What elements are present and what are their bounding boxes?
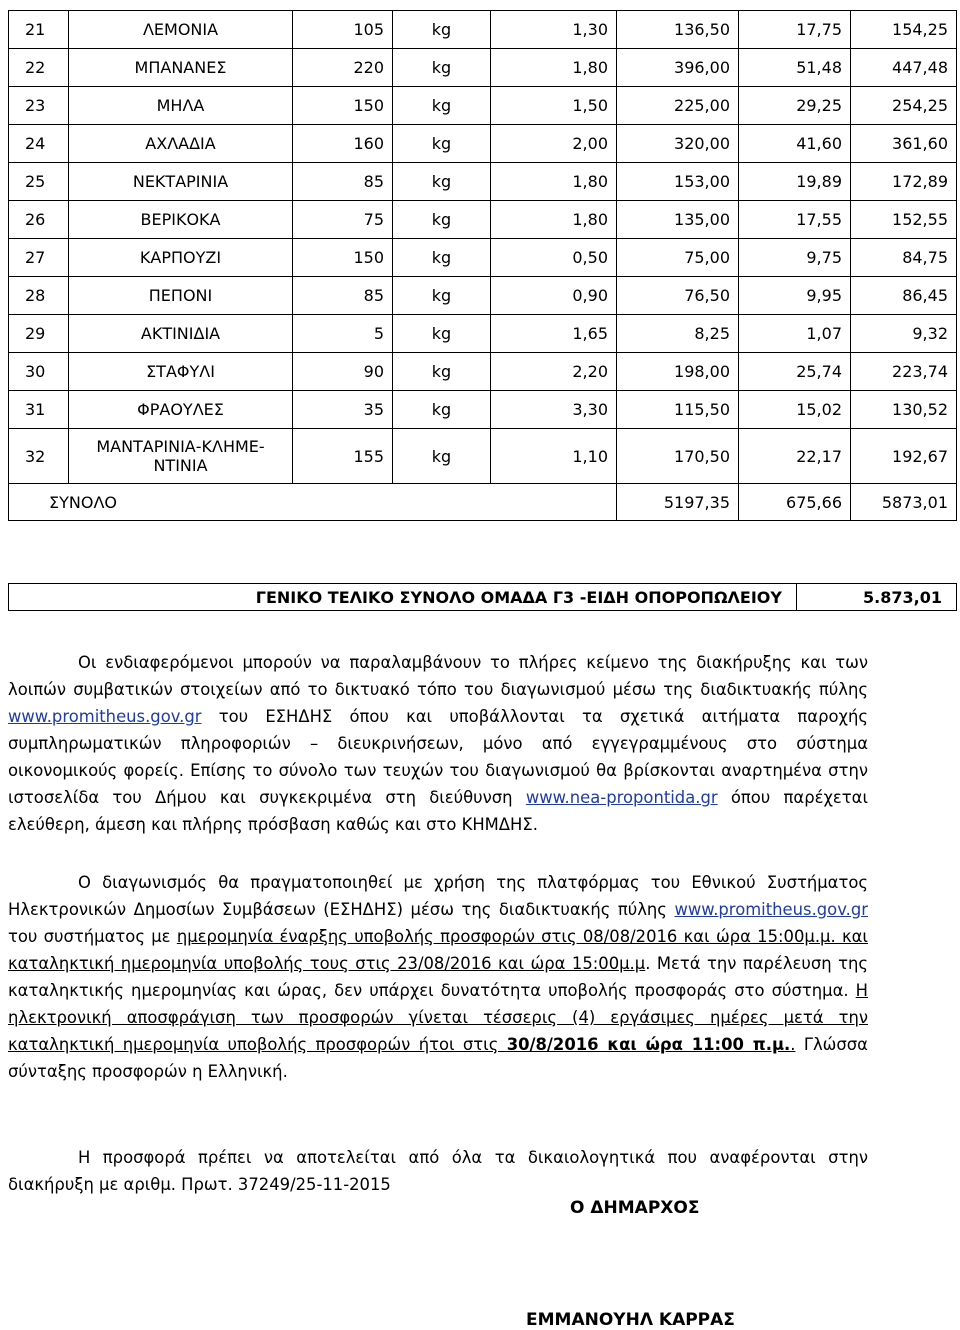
table-row xyxy=(9,353,957,391)
row-net: 198,00 xyxy=(617,353,739,391)
table-row xyxy=(9,239,957,277)
p2-dot: . xyxy=(790,1035,796,1054)
table-row xyxy=(9,429,957,484)
row-unit: kg xyxy=(393,201,491,239)
nea-propontida-link[interactable]: www.nea-propontida.gr xyxy=(525,788,718,807)
p2-text1: Ο διαγωνισμός θα πραγματοποιηθεί με χρήση της πλατφόρμας του Εθνικού Συστήματος Ηλεκτρονικών Δημοσίων Συμβάσεων (ΕΣΗΔΗΣ) μέσω της διαδικτυακής πύλης xyxy=(8,873,868,919)
table-row xyxy=(9,87,957,125)
row-vat: 19,89 xyxy=(739,163,851,201)
row-price: 1,80 xyxy=(491,201,617,239)
row-total: 9,32 xyxy=(851,315,957,353)
table-row xyxy=(9,163,957,201)
row-vat: 1,07 xyxy=(739,315,851,353)
table-row xyxy=(9,315,957,353)
row-number: 30 xyxy=(9,353,69,391)
row-total: 254,25 xyxy=(851,87,957,125)
row-name: ΜΗΛΑ xyxy=(69,87,293,125)
sum-vat: 675,66 xyxy=(739,484,851,521)
row-total: 361,60 xyxy=(851,125,957,163)
row-net: 136,50 xyxy=(617,11,739,49)
row-vat: 9,75 xyxy=(739,239,851,277)
row-vat: 29,25 xyxy=(739,87,851,125)
sum-net: 5197,35 xyxy=(617,484,739,521)
row-unit: kg xyxy=(393,125,491,163)
grand-total-table xyxy=(8,583,957,611)
row-qty: 5 xyxy=(293,315,393,353)
row-net: 115,50 xyxy=(617,391,739,429)
paragraph-documents xyxy=(8,649,868,838)
p2-dates: ημερομηνία έναρξης υποβολής προσφορών στις 08/08/2016 και ώρα 15:00μ.μ. και καταληκτική ημερομηνία υποβολής τους στις 23/08/2016 και ώρα 15:00μ.μ xyxy=(8,927,868,973)
sum-label: ΣΥΝΟΛΟ xyxy=(9,484,617,521)
row-qty: 85 xyxy=(293,277,393,315)
row-net: 135,00 xyxy=(617,201,739,239)
row-price: 1,30 xyxy=(491,11,617,49)
row-name-line1: ΜΑΝΤΑΡΙΝΙΑ-ΚΛΗΜΕ- xyxy=(96,437,265,456)
row-total: 130,52 xyxy=(851,391,957,429)
row-unit: kg xyxy=(393,239,491,277)
row-qty: 150 xyxy=(293,87,393,125)
row-vat: 17,75 xyxy=(739,11,851,49)
row-net: 75,00 xyxy=(617,239,739,277)
row-vat: 15,02 xyxy=(739,391,851,429)
paragraph-procedure xyxy=(8,869,868,1085)
sum-total: 5873,01 xyxy=(851,484,957,521)
row-price: 1,65 xyxy=(491,315,617,353)
row-vat: 41,60 xyxy=(739,125,851,163)
p2-opening: Η ηλεκτρονική αποσφράγιση των προσφορών γίνεται τέσσερις (4) εργάσιμες ημέρες μετά την καταληκτική ημερομηνία υποβολής προσφορών ήτοι στις xyxy=(8,981,868,1054)
row-name: ΦΡΑΟΥΛΕΣ xyxy=(69,391,293,429)
row-total: 86,45 xyxy=(851,277,957,315)
row-number: 22 xyxy=(9,49,69,87)
row-net: 76,50 xyxy=(617,277,739,315)
row-unit: kg xyxy=(393,315,491,353)
row-price: 0,90 xyxy=(491,277,617,315)
row-qty: 35 xyxy=(293,391,393,429)
row-vat: 9,95 xyxy=(739,277,851,315)
row-price: 2,20 xyxy=(491,353,617,391)
row-name: ΝΕΚΤΑΡΙΝΙΑ xyxy=(69,163,293,201)
row-total: 223,74 xyxy=(851,353,957,391)
row-number: 26 xyxy=(9,201,69,239)
row-price: 3,30 xyxy=(491,391,617,429)
row-net: 396,00 xyxy=(617,49,739,87)
table-row xyxy=(9,11,957,49)
row-name: ΑΚΤΙΝΙΔΙΑ xyxy=(69,315,293,353)
p3-text: Η προσφορά πρέπει να αποτελείται από όλα τα δικαιολογητικά που αναφέρονται στην διακήρυξη με αριθμ. Πρωτ. 37249/25-11-2015 xyxy=(8,1148,868,1194)
p1-text1: Οι ενδιαφερόμενοι μπορούν να παραλαμβάνουν το πλήρες κείμενο της διακήρυξης και των λοιπών συμβατικών στοιχείων από το δικτυακό τόπο του διαγωνισμού μέσω της διαδικτυακής πύλης xyxy=(8,653,868,699)
row-name: ΣΤΑΦΥΛΙ xyxy=(69,353,293,391)
row-total: 447,48 xyxy=(851,49,957,87)
row-number: 23 xyxy=(9,87,69,125)
p2-text3: . Μετά την παρέλευση της καταληκτικής ημερομηνίας και ώρας, δεν υπάρχει δυνατότητα υποβολής προσφοράς στο σύστημα. xyxy=(8,954,868,1000)
paragraph-offer xyxy=(8,1144,868,1198)
row-name: ΚΑΡΠΟΥΖΙ xyxy=(69,239,293,277)
row-number: 31 xyxy=(9,391,69,429)
row-unit: kg xyxy=(393,391,491,429)
row-unit: kg xyxy=(393,163,491,201)
row-qty: 160 xyxy=(293,125,393,163)
row-qty: 220 xyxy=(293,49,393,87)
row-net: 170,50 xyxy=(617,429,739,484)
table-row xyxy=(9,201,957,239)
table-row xyxy=(9,125,957,163)
row-price: 0,50 xyxy=(491,239,617,277)
row-vat: 22,17 xyxy=(739,429,851,484)
row-name: ΛΕΜΟΝΙΑ xyxy=(69,11,293,49)
row-qty: 75 xyxy=(293,201,393,239)
p1-text2: του ΕΣΗΔΗΣ όπου και υποβάλλονται τα σχετικά αιτήματα παροχής συμπληρωματικών πληροφοριών – διευκρινήσεων, μόνο από εγγεγραμμένους στο σύστημα οικονομικούς φορείς. Επίσης το σύνολο των τευχών του διαγωνισμού θα βρίσκονται αναρτημένα στην ιστοσελίδα του Δήμου και συγκεκριμένα στη διεύθυνση xyxy=(8,707,868,807)
row-qty: 155 xyxy=(293,429,393,484)
p2-text2: του συστήματος με xyxy=(8,927,177,946)
row-qty: 85 xyxy=(293,163,393,201)
promitheus-link-2[interactable]: www.promitheus.gov.gr xyxy=(674,900,868,919)
table-row xyxy=(9,49,957,87)
row-vat: 17,55 xyxy=(739,201,851,239)
row-total: 192,67 xyxy=(851,429,957,484)
row-unit: kg xyxy=(393,87,491,125)
table-row xyxy=(9,277,957,315)
row-qty: 90 xyxy=(293,353,393,391)
row-net: 320,00 xyxy=(617,125,739,163)
row-vat: 25,74 xyxy=(739,353,851,391)
items-table xyxy=(8,10,957,521)
row-unit: kg xyxy=(393,277,491,315)
row-unit: kg xyxy=(393,11,491,49)
p2-text4: Γλώσσα σύνταξης προσφορών η Ελληνική. xyxy=(8,1035,868,1081)
row-qty: 105 xyxy=(293,11,393,49)
promitheus-link[interactable]: www.promitheus.gov.gr xyxy=(8,707,202,726)
p1-text3: όπου παρέχεται ελεύθερη, άμεση και πλήρης πρόσβαση καθώς και στο ΚΗΜΔΗΣ. xyxy=(8,788,869,834)
row-number: 32 xyxy=(9,429,69,484)
row-name: ΠΕΠΟΝΙ xyxy=(69,277,293,315)
row-number: 28 xyxy=(9,277,69,315)
sum-row xyxy=(9,484,957,521)
row-total: 152,55 xyxy=(851,201,957,239)
p2-opening-date: 30/8/2016 και ώρα 11:00 π.μ. xyxy=(506,1035,791,1054)
row-unit: kg xyxy=(393,49,491,87)
row-number: 27 xyxy=(9,239,69,277)
row-price: 1,80 xyxy=(491,49,617,87)
row-number: 29 xyxy=(9,315,69,353)
row-qty: 150 xyxy=(293,239,393,277)
row-net: 225,00 xyxy=(617,87,739,125)
grand-total-label: ΓΕΝΙΚΟ ΤΕΛΙΚΟ ΣΥΝΟΛΟ ΟΜΑΔΑ Γ3 -ΕΙΔΗ ΟΠΟΡΟΠΩΛΕΙΟΥ xyxy=(9,584,797,611)
row-total: 172,89 xyxy=(851,163,957,201)
row-price: 1,80 xyxy=(491,163,617,201)
row-total: 154,25 xyxy=(851,11,957,49)
row-number: 24 xyxy=(9,125,69,163)
row-price: 1,10 xyxy=(491,429,617,484)
row-name: ΑΧΛΑΔΙΑ xyxy=(69,125,293,163)
signer-title: Ο ΔΗΜΑΡΧΟΣ xyxy=(570,1198,700,1218)
row-name: ΒΕΡΙΚΟΚΑ xyxy=(69,201,293,239)
row-name xyxy=(69,429,293,484)
row-name-line2: ΝΤΙΝΙΑ xyxy=(153,456,208,475)
row-unit: kg xyxy=(393,353,491,391)
row-number: 21 xyxy=(9,11,69,49)
row-unit: kg xyxy=(393,429,491,484)
row-net: 8,25 xyxy=(617,315,739,353)
signer-name: ΕΜΜΑΝΟΥΗΛ ΚΑΡΡΑΣ xyxy=(526,1310,735,1330)
row-total: 84,75 xyxy=(851,239,957,277)
row-price: 2,00 xyxy=(491,125,617,163)
table-row xyxy=(9,391,957,429)
row-net: 153,00 xyxy=(617,163,739,201)
grand-total-value: 5.873,01 xyxy=(797,584,957,611)
row-vat: 51,48 xyxy=(739,49,851,87)
row-name: ΜΠΑΝΑΝΕΣ xyxy=(69,49,293,87)
row-number: 25 xyxy=(9,163,69,201)
row-price: 1,50 xyxy=(491,87,617,125)
